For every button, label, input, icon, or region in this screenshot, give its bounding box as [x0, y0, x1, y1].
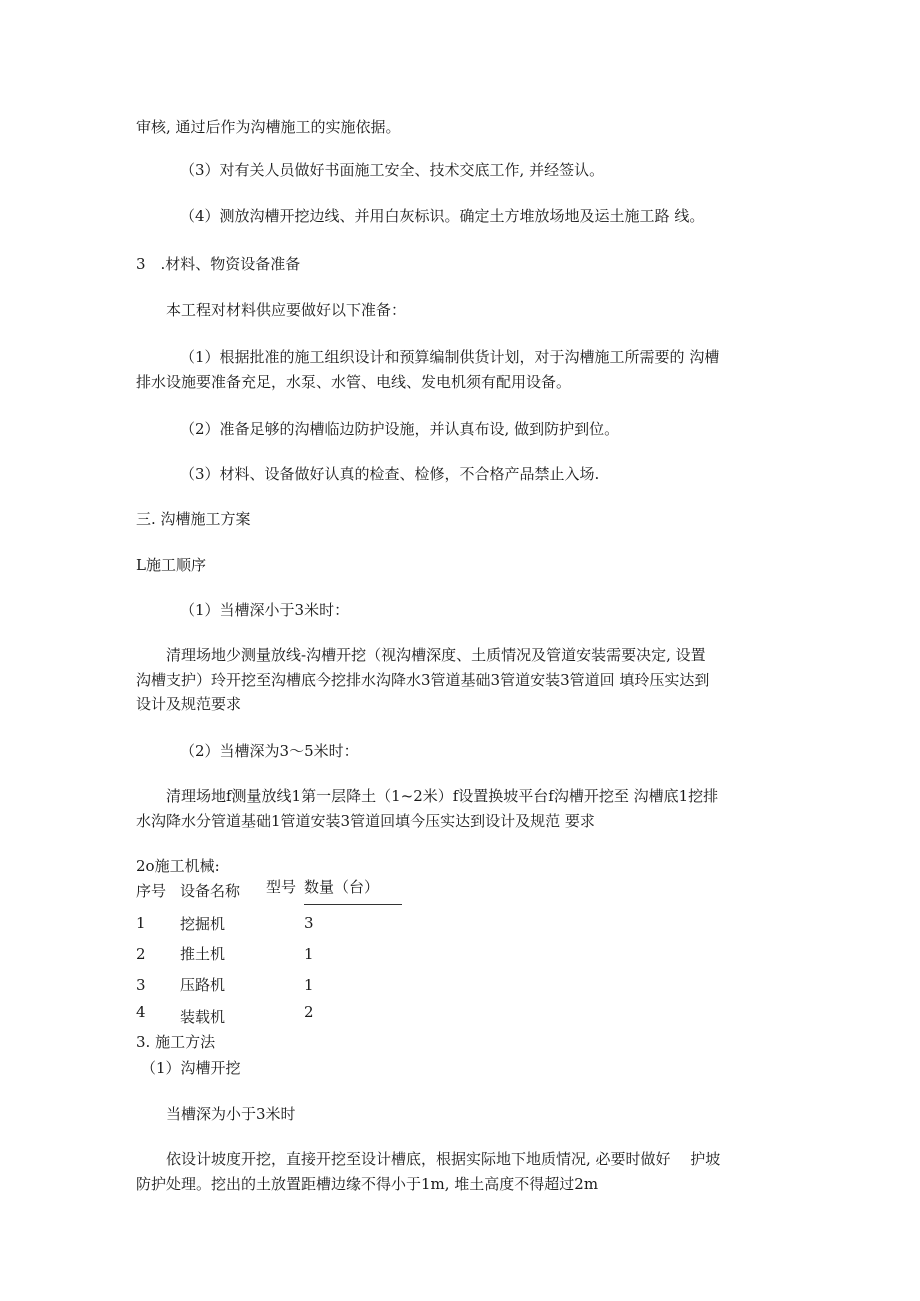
table-header-quantity: 数量（台）	[304, 878, 380, 896]
table-header-model: 型号	[266, 878, 297, 896]
text-line: 水沟降水分管道基础1管道安装3管道回填今压实达到设计及规范 要求	[136, 812, 595, 830]
table-cell-quantity: 1	[304, 945, 314, 963]
table-cell-index: 3	[136, 976, 146, 994]
table-cell-name: 挖掘机	[180, 915, 226, 933]
table-cell-name: 压路机	[180, 976, 226, 994]
text-line: （3）对有关人员做好书面施工安全、技术交底工作, 并经签认。	[180, 161, 605, 179]
header-underline	[304, 904, 402, 905]
section-heading: 3 .材料、物资设备准备	[136, 255, 301, 273]
text-line: 防护处理。挖出的土放置距槽边缘不得小于1m, 堆土高度不得超过2m	[136, 1175, 599, 1193]
section-heading: L施工顺序	[136, 556, 206, 574]
section-heading: 三. 沟槽施工方案	[136, 510, 251, 528]
table-cell-quantity: 1	[304, 976, 314, 994]
text-line: （2）准备足够的沟槽临边防护设施，并认真布设, 做到防护到位。	[180, 420, 620, 438]
text-line: （2）当槽深为3～5米时：	[180, 742, 359, 760]
table-cell-name: 推土机	[180, 945, 226, 963]
table-cell-index: 1	[136, 914, 146, 932]
text-line: （3）材料、设备做好认真的检查、检修，不合格产品禁止入场.	[180, 465, 600, 483]
text-line: 当槽深为小于3米时	[166, 1105, 296, 1123]
text-line: 设计及规范要求	[136, 695, 242, 713]
subsection-heading: （1）沟槽开挖	[141, 1059, 241, 1077]
table-cell-index: 2	[136, 945, 146, 963]
text-line: 清理场地f测量放线1第一层降土（1~2米）f设置换坡平台f沟槽开挖至 沟槽底1挖排	[166, 787, 719, 805]
text-line: （4）测放沟槽开挖边线、并用白灰标识。确定土方堆放场地及运土施工路 线。	[180, 207, 705, 225]
section-heading: 2o施工机械:	[136, 857, 220, 875]
table-cell-index: 4	[136, 1003, 146, 1021]
table-header-name: 设备名称	[180, 882, 241, 900]
text-line: 本工程对材料供应要做好以下准备：	[166, 301, 407, 319]
section-heading: 3. 施工方法	[136, 1033, 216, 1051]
text-line: （1）当槽深小于3米时：	[180, 601, 350, 619]
text-line: （1）根据批准的施工组织设计和预算编制供货计划，对于沟槽施工所需要的 沟槽	[180, 348, 720, 366]
text-line: 依设计坡度开挖，直接开挖至设计槽底，根据实际地下地质情况, 必要时做好 护坡	[166, 1150, 721, 1168]
table-header-index: 序号	[136, 882, 167, 900]
text-line: 审核, 通过后作为沟槽施工的实施依据。	[136, 118, 401, 136]
text-line: 清理场地少测量放线-沟槽开挖（视沟槽深度、土质情况及管道安装需要决定, 设置	[166, 646, 706, 664]
text-line: 排水设施要准备充足，水泵、水管、电线、发电机须有配用设备。	[136, 373, 572, 391]
text-line: 沟槽支护）玲开挖至沟槽底今挖排水沟降水3管道基础3管道安装3管道回 填玲压实达到	[136, 671, 710, 689]
table-cell-quantity: 3	[304, 914, 314, 932]
table-cell-quantity: 2	[304, 1003, 314, 1021]
table-cell-name: 装载机	[180, 1008, 226, 1026]
